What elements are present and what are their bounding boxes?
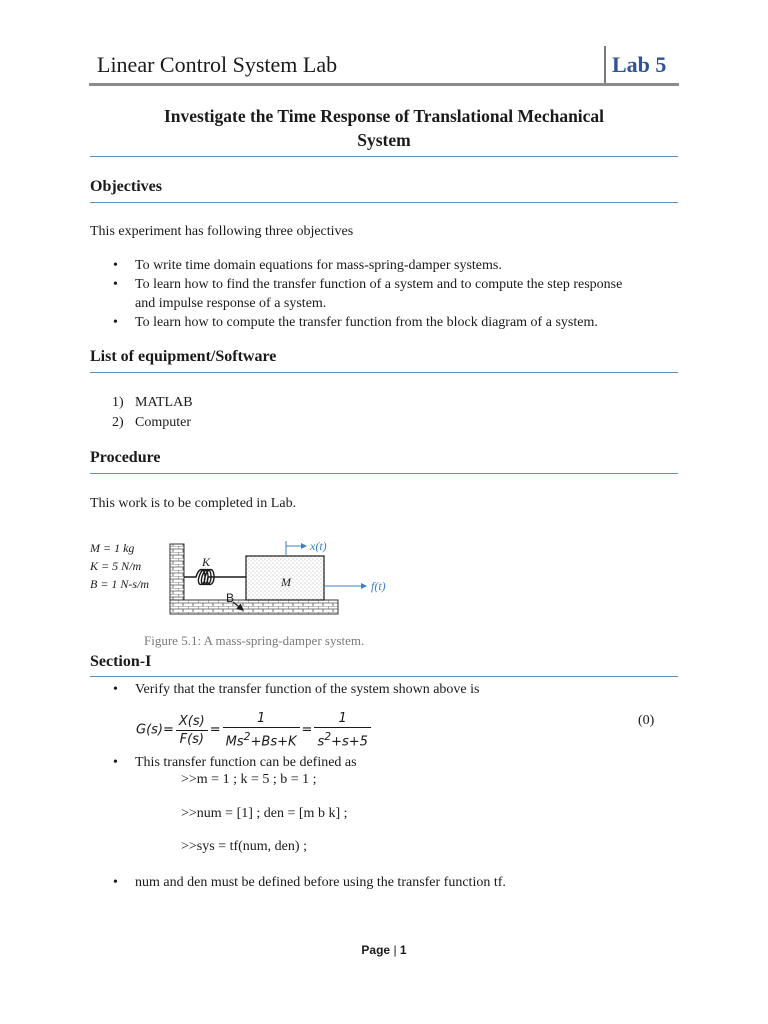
eq-frac-2 [223, 710, 300, 750]
course-title: Linear Control System Lab [97, 52, 338, 77]
eq-frac-1 [176, 713, 208, 748]
title-rule [90, 156, 678, 157]
objectives-intro: This experiment has following three objectives [90, 224, 354, 239]
spring-label: K [202, 555, 211, 569]
section1-list-b [90, 753, 690, 772]
objectives-list [90, 256, 690, 332]
procedure-text: This work is to be completed in Lab. [90, 496, 297, 511]
page-label: Page [361, 943, 391, 957]
lab-number: Lab 5 [612, 52, 667, 77]
code-line-2: >>num = [1] ; den = [m b k] ; [181, 806, 348, 821]
list-item: • To write time domain equations for mass-spring-damper systems. [90, 256, 690, 275]
page-number: 1 [399, 943, 407, 957]
floor [170, 600, 338, 614]
procedure-heading: Procedure [90, 449, 161, 466]
list-item: • num and den must be defined before using the transfer function tf. [90, 873, 690, 892]
param-damper: B = 1 N-s/m [90, 577, 150, 591]
force-label: f(t) [371, 579, 386, 593]
eq-den-3 [314, 728, 371, 750]
eq-num-1: X(s) [176, 713, 208, 731]
list-label: Computer [135, 415, 191, 430]
eq-den-2-sup: 2 [243, 730, 251, 743]
eq-num-2: 1 [223, 710, 300, 728]
list-item-line2: and impulse response of a system. [135, 296, 327, 311]
param-mass: M = 1 kg [90, 541, 135, 555]
document-title-line2: System [357, 130, 411, 150]
objectives-rule [90, 202, 678, 203]
displacement-label: x(t) [310, 539, 327, 553]
figure-caption: Figure 5.1: A mass-spring-damper system. [144, 633, 365, 648]
mass-label: M [281, 575, 291, 589]
list-number: 2) [112, 415, 124, 430]
mass-spring-damper-figure [88, 534, 408, 634]
eq-den-2-a: Ms [225, 734, 244, 750]
code-line-3: >>sys = tf(num, den) ; [181, 839, 307, 854]
list-item-line1: To learn how to find the transfer function of a system and to compute the step response [135, 277, 623, 292]
page-separator: | [393, 943, 397, 957]
page-footer [0, 943, 768, 957]
eq-den-3-sup: 2 [324, 730, 332, 743]
spring [184, 570, 246, 585]
list-number: 1) [112, 395, 124, 410]
header-rule [89, 83, 679, 86]
eq-den-2 [223, 728, 300, 750]
eq-den-3-a: s [317, 734, 325, 750]
header-divider [604, 46, 606, 83]
eq-equals-1: = [209, 722, 221, 738]
procedure-rule [90, 473, 678, 474]
param-spring: K = 5 N/m [90, 559, 142, 573]
section1-list-c [90, 873, 690, 892]
section1-heading: Section-I [90, 653, 152, 670]
list-item: • This transfer function can be defined as [90, 753, 690, 772]
eq-den-1: F(s) [179, 731, 204, 747]
list-item [90, 413, 490, 433]
code-line-1: >>m = 1 ; k = 5 ; b = 1 ; [181, 772, 317, 787]
document-title [90, 104, 678, 152]
equation-number: (0) [638, 713, 655, 728]
equipment-heading: List of equipment/Software [90, 348, 277, 365]
section1-list-a [90, 680, 690, 699]
transfer-function-equation [136, 710, 373, 750]
eq-frac-3 [314, 710, 371, 750]
equipment-list [90, 393, 490, 433]
section1-rule [90, 676, 678, 677]
document-title-line1: Investigate the Time Response of Translational Mechanical [163, 106, 605, 126]
damper-label: B [226, 591, 235, 605]
eq-den-3-b: +s+5 [331, 734, 368, 750]
list-item: • To learn how to compute the transfer function from the block diagram of a system. [90, 313, 690, 332]
eq-den-2-b: +Bs+K [250, 734, 297, 750]
objectives-heading: Objectives [90, 178, 162, 195]
list-label: MATLAB [135, 395, 193, 410]
list-item [90, 275, 690, 313]
eq-lhs: G(s)= [136, 722, 174, 738]
eq-equals-2: = [301, 722, 313, 738]
list-item: • Verify that the transfer function of the system shown above is [90, 680, 690, 699]
list-item [90, 393, 490, 413]
eq-num-3: 1 [314, 710, 371, 728]
equipment-rule [90, 372, 678, 373]
